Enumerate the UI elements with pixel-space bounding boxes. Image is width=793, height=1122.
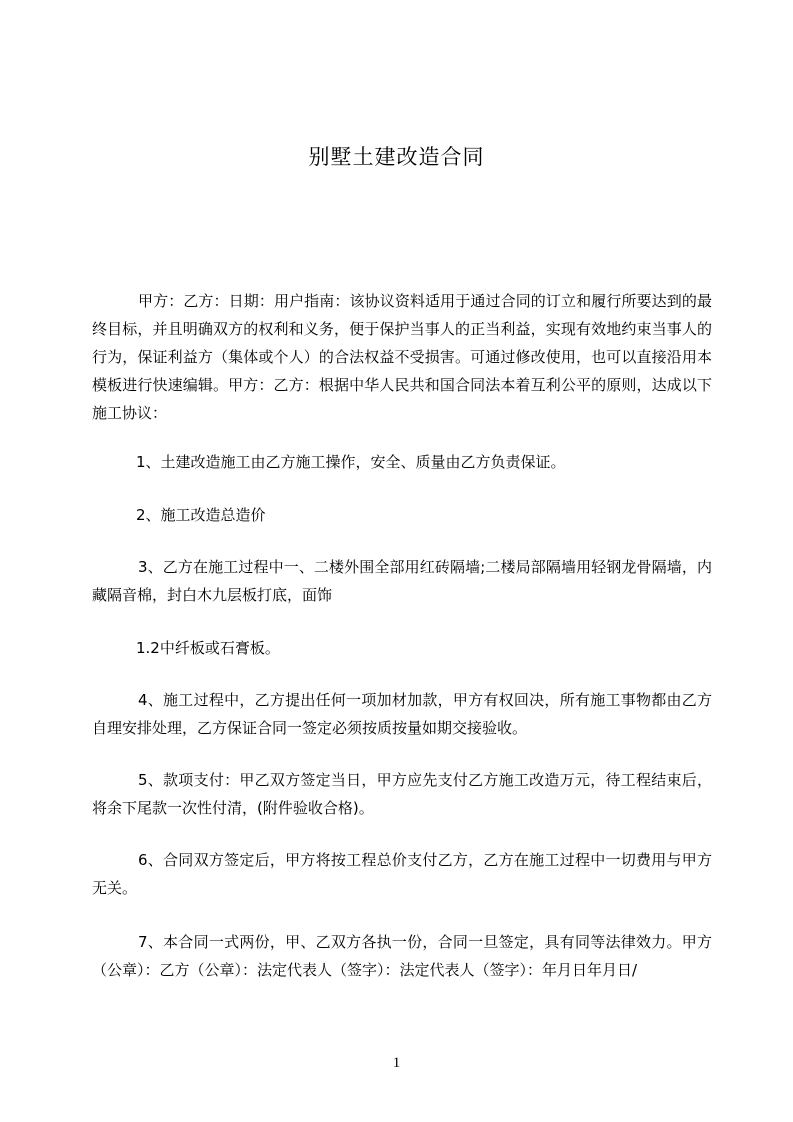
clause-3-continued: 1.2中纤板或石膏板。: [136, 639, 280, 657]
clause-6: 6、合同双方签定后，甲方将按工程总价支付乙方，乙方在施工过程中一切费用与甲方无关。: [92, 851, 712, 897]
clause-5: 5、款项支付：甲乙双方签定当日，甲方应先支付乙方施工改造万元，待工程结束后，将余下尾款一次性付清，(附件验收合格)。: [92, 771, 712, 817]
clause-3: 3、乙方在施工过程中一、二楼外围全部用红砖隔墙;二楼局部隔墙用轻钢龙骨隔墙，内藏隔音棉，封白木九层板打底，面饰: [92, 558, 712, 604]
document-title: 别墅土建改造合同: [308, 145, 485, 169]
clause-7-signatures: 7、本合同一式两份，甲、乙双方各执一份，合同一旦签定，具有同等法律效力。甲方（公章）：乙方（公章）：法定代表人（签字）：法定代表人（签字）：年月日年月日/: [92, 933, 712, 979]
page-number: 1: [392, 1055, 401, 1071]
clause-2: 2、施工改造总造价: [136, 506, 266, 524]
clause-4: 4、施工过程中，乙方提出任何一项加材加款，甲方有权回决，所有施工事物都由乙方自理安排处理，乙方保证合同一签定必须按质按量如期交接验收。: [92, 691, 712, 737]
intro-paragraph: 甲方：乙方：日期：用户指南：该协议资料适用于通过合同的订立和履行所要达到的最终目标，并且明确双方的权利和义务，便于保护当事人的正当利益，实现有效地约束当事人的行为，保证利益方（集体或个人）的合法权益不受损害。可通过修改使用，也可以直接沿用本模板进行快速编辑。甲方：乙方：根据中华人民共和国合同法本着互利公平的原则，达成以下施工协议：: [92, 292, 712, 422]
clause-1: 1、土建改造施工由乙方施工操作，安全、质量由乙方负责保证。: [136, 453, 566, 471]
